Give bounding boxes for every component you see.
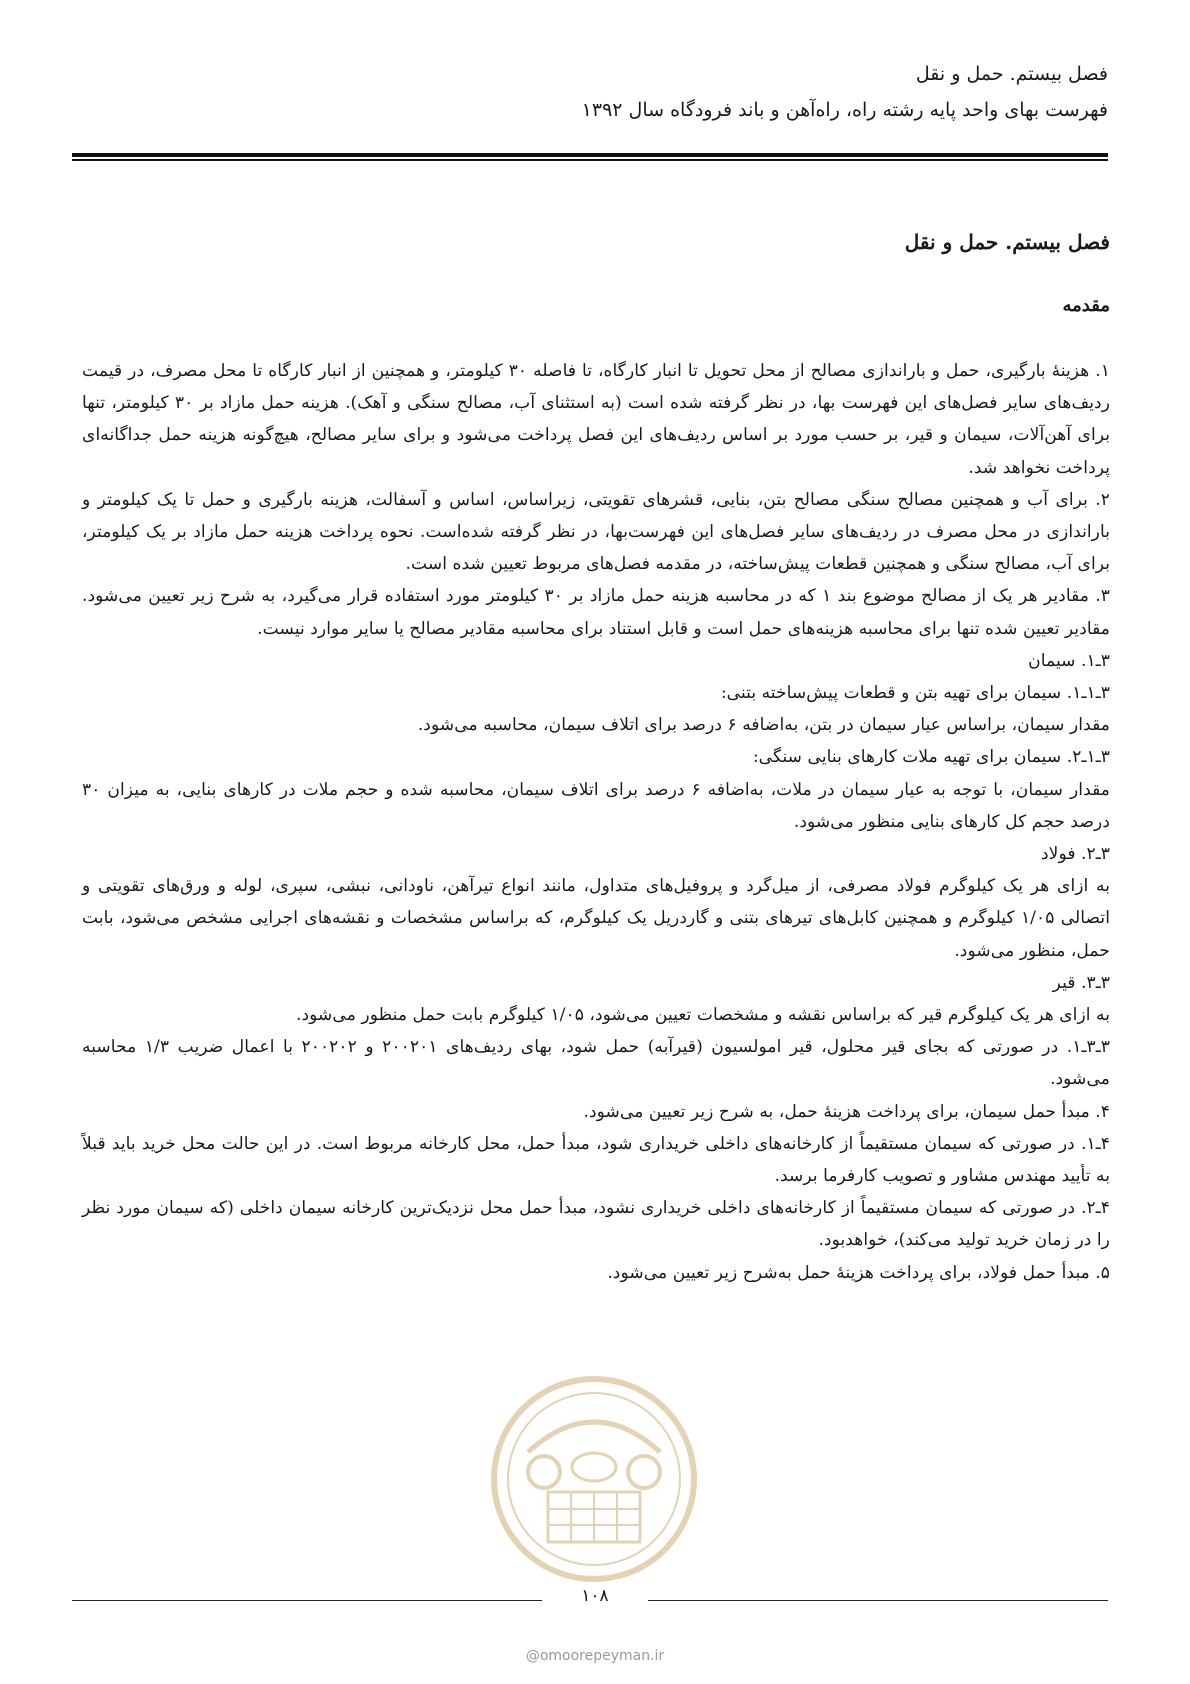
intro-heading: مقدمه bbox=[1062, 295, 1110, 316]
paragraph: ۳ـ۲. فولاد bbox=[1041, 844, 1110, 865]
paragraph: به ازای هر یک کیلوگرم فولاد مصرفی، از میل‌گرد و پروفیل‌های متداول، مانند انواع تیرآهن، ناودانی، نبشی، سپری، لوله و ورق‌های تقویتی و اتصالی ۱/۰۵ کیلوگرم و همچنین کابل‌های تیرهای بتنی و گاردریل یک کیلوگرم، که براساس مشخصات و نقشه‌های اجرایی مشخص می‌شود، بابت حمل، منظور می‌شود. bbox=[82, 876, 1110, 961]
header-rule-thick bbox=[72, 153, 1108, 157]
paragraph: ۳ـ۱. سیمان bbox=[1028, 650, 1110, 671]
header-chapter: فصل بیستم. حمل و نقل bbox=[915, 63, 1108, 85]
document-body bbox=[82, 355, 1110, 1289]
paragraph: مقدار سیمان، با توجه به عیار سیمان در ملات، به‌اضافه ۶ درصد برای اتلاف سیمان، محاسبه شده و حجم ملات در کارهای بنایی، به میزان ۳۰ درصد حجم کل کارهای بنایی منظور می‌شود. bbox=[82, 779, 1111, 832]
paragraph: ۴ـ۲. در صورتی که سیمان مستقیماً از کارخانه‌های داخلی خریداری نشود، مبدأ حمل محل نزدیک‌ترین کارخانه سیمان داخلی (که سیمان مورد نظر را در زمان خرید تولید می‌کند)، خواهدبود. bbox=[82, 1198, 1110, 1251]
paragraph: ۴. مبدأ حمل سیمان، برای پرداخت هزینهٔ حمل، به شرح زیر تعیین می‌شود. bbox=[583, 1101, 1110, 1122]
website-watermark: @omoorepeyman.ir bbox=[525, 1648, 665, 1664]
paragraph: ۳ـ۱ـ۲. سیمان برای تهیه ملات کارهای بنایی سنگی: bbox=[752, 747, 1110, 768]
header-subtitle: فهرست بهای واحد پایه رشته راه، راه‌آهن و باند فرودگاه سال ۱۳۹۲ bbox=[581, 99, 1108, 121]
paragraph: ۳ـ۳. قیر bbox=[1052, 972, 1110, 993]
paragraph: ۳. مقادیر هر یک از مصالح موضوع بند ۱ که در محاسبه هزینه حمل مازاد بر ۳۰ کیلومتر مورد استفاده قرار می‌گیرد، به شرح زیر تعیین می‌شود. مقادیر تعیین شده تنها برای محاسبه هزینه‌های حمل است و قابل استناد برای محاسبه مقادیر مصالح یا سایر موارد نیست. bbox=[82, 586, 1110, 639]
paragraph: مقدار سیمان، براساس عیار سیمان در بتن، به‌اضافه ۶ درصد برای اتلاف سیمان، محاسبه می‌شود. bbox=[417, 715, 1110, 736]
paragraph: ۳ـ۳ـ۱. در صورتی که بجای قیر محلول، قیر امولسیون (قیرآبه) حمل شود، بهای ردیف‌های ۲۰۰۲۰۱ و ۲۰۰۲۰۲ با اعمال ضریب ۱/۳ محاسبه می‌شود. bbox=[82, 1037, 1110, 1090]
page-number: ۱۰۸ bbox=[581, 1586, 609, 1606]
paragraph: به ازای هر یک کیلوگرم قیر که براساس نقشه و مشخصات تعیین می‌شود، ۱/۰۵ کیلوگرم بابت حمل منظور می‌شود. bbox=[296, 1005, 1110, 1026]
paragraph: ۴ـ۱. در صورتی که سیمان مستقیماً از کارخانه‌های داخلی خریداری شود، مبدأ حمل، محل کارخانه مربوط است. در این حالت محل خرید باید قبلاً به تأیید مهندس مشاور و تصویب کارفرما برسد. bbox=[82, 1133, 1110, 1187]
seal-watermark-icon bbox=[488, 1372, 700, 1586]
paragraph: ۱. هزینهٔ بارگیری، حمل و باراندازی مصالح از محل تحویل تا انبار کارگاه، تا فاصله ۳۰ کیلومتر، و همچنین از انبار کارگاه تا محل مصرف، در قیمت ردیف‌های سایر فصل‌های این فهرست بها، در نظر گرفته شده است (به استثنای آب، مصالح سنگی و آهک). هزینه حمل مازاد بر ۳۰ کیلومتر، تنها برای آهن‌آلات، سیمان و قیر، بر حسب مورد بر اساس ردیف‌های این فصل پرداخت می‌شود و برای سایر مصالح، هیچ‌گونه هزینه حمل جداگانه‌ای پرداخت نخواهد شد. bbox=[82, 361, 1110, 478]
paragraph: ۲. برای آب و همچنین مصالح سنگی مصالح بتن، بنایی، قشرهای تقویتی، زیراساس، اساس و آسفالت، هزینه بارگیری و حمل تا یک کیلومتر و باراندازی در محل مصرف در ردیف‌های سایر فصل‌های این فهرست‌بها، در نظر گرفته شده‌است. نحوه پرداخت هزینه حمل مازاد بر یک کیلومتر، برای آب، مصالح سنگی و همچنین قطعات پیش‌ساخته، در مقدمه فصل‌های مربوط تعیین شده است. bbox=[82, 489, 1110, 575]
chapter-title: فصل بیستم. حمل و نقل bbox=[904, 230, 1110, 254]
paragraph: ۳ـ۱ـ۱. سیمان برای تهیه بتن و قطعات پیش‌ساخته بتنی: bbox=[720, 683, 1110, 704]
paragraph: ۵. مبدأ حمل فولاد، برای پرداخت هزینهٔ حمل به‌شرح زیر تعیین می‌شود. bbox=[607, 1262, 1110, 1283]
footer-rule-left bbox=[72, 1600, 542, 1601]
footer-rule-right bbox=[648, 1600, 1108, 1601]
header-rule-thin bbox=[72, 159, 1108, 161]
